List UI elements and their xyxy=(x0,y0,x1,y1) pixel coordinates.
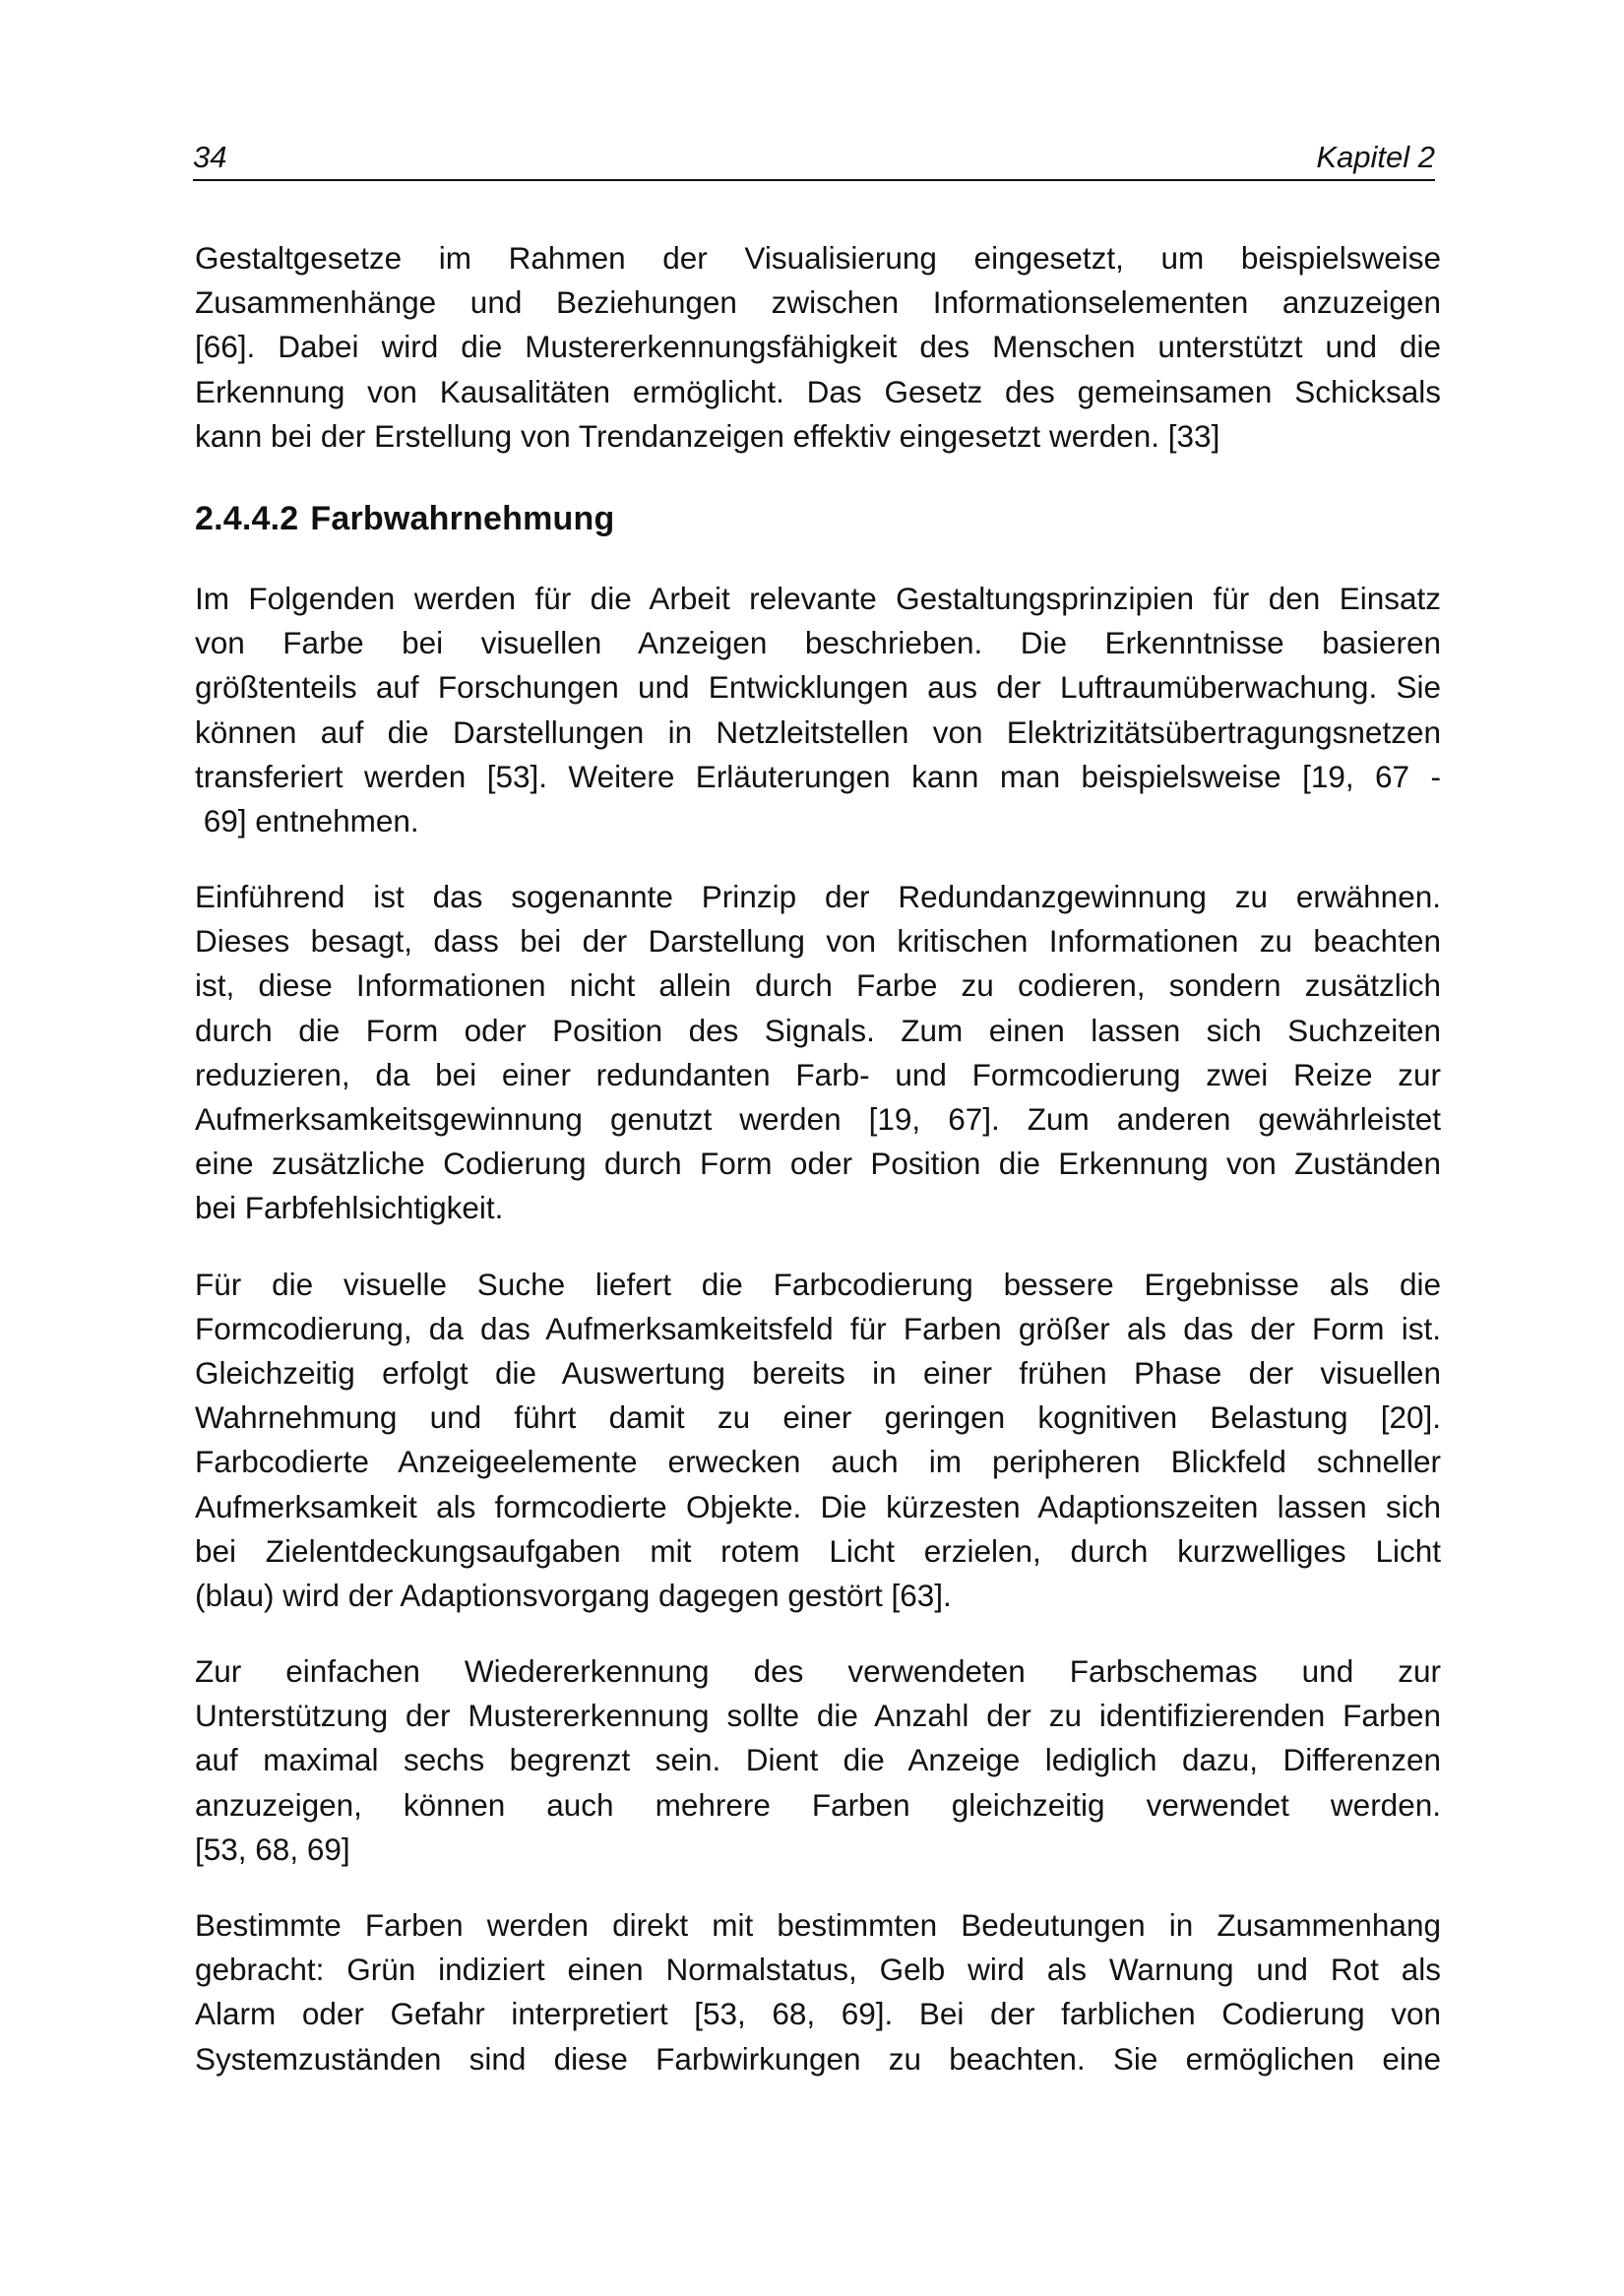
text-line: Erkennung von Kausalitäten ermöglicht. Das Gesetz des gemeinsamen Schicksals xyxy=(195,373,1441,409)
page-header xyxy=(193,138,1435,181)
text-line: Einführend ist das sogenannte Prinzip der Redundanzgewinnung zu erwähnen. xyxy=(195,879,1441,915)
intro-paragraph xyxy=(195,236,1441,459)
text-line: größtenteils auf Forschungen und Entwicklungen aus der Luftraumüberwachung. Sie xyxy=(195,669,1441,706)
section-heading xyxy=(195,496,1441,541)
text-line: Formcodierung, da das Aufmerksamkeitsfeld für Farben größer als das der Form ist. xyxy=(195,1310,1441,1346)
paragraph xyxy=(195,1649,1441,1872)
text-line: Alarm oder Gefahr interpretiert [53, 68, 69]. Bei der farblichen Codierung von xyxy=(195,1996,1441,2032)
text-line: [66]. Dabei wird die Mustererkennungsfähigkeit des Menschen unterstützt und die xyxy=(195,329,1441,365)
text-line: können auf die Darstellungen in Netzleitstellen von Elektrizitätsübertragungsnetzen xyxy=(195,714,1441,750)
paragraph xyxy=(195,875,1441,1231)
text-line: Bestimmte Farben werden direkt mit bestimmten Bedeutungen in Zusammenhang xyxy=(195,1907,1441,1943)
paragraph xyxy=(195,1903,1441,2081)
text-line: Zusammenhänge und Beziehungen zwischen Informationselementen anzuzeigen xyxy=(195,284,1441,321)
text-line: [53, 68, 69] xyxy=(195,1831,350,1867)
text-line: von Farbe bei visuellen Anzeigen beschrieben. Die Erkenntnisse basieren xyxy=(195,625,1441,661)
text-line: Gestaltgesetze im Rahmen der Visualisierung eingesetzt, um beispielsweise xyxy=(195,240,1441,276)
text-line: durch die Form oder Position des Signals. Zum einen lassen sich Suchzeiten xyxy=(195,1012,1441,1048)
text-line: (blau) wird der Adaptionsvorgang dagegen gestört [63]. xyxy=(195,1577,952,1613)
text-line: Gleichzeitig erfolgt die Auswertung bereits in einer frühen Phase der visuellen xyxy=(195,1354,1441,1391)
text-line: auf maximal sechs begrenzt sein. Dient die Anzeige lediglich dazu, Differenzen xyxy=(195,1742,1441,1778)
text-line: 69] entnehmen. xyxy=(195,802,419,838)
text-line: Systemzuständen sind diese Farbwirkungen zu beachten. Sie ermöglichen eine xyxy=(195,2040,1441,2077)
text-line: Unterstützung der Mustererkennung sollte die Anzahl der zu identifizierenden Farben xyxy=(195,1698,1441,1734)
text-line: eine zusätzliche Codierung durch Form oder Position die Erkennung von Zuständen xyxy=(195,1146,1441,1182)
text-line: Wahrnehmung und führt damit zu einer geringen kognitiven Belastung [20]. xyxy=(195,1399,1441,1436)
text-line: Im Folgenden werden für die Arbeit relevante Gestaltungsprinzipien für den Einsatz xyxy=(195,580,1441,616)
text-line: Dieses besagt, dass bei der Darstellung von kritischen Informationen zu beachten xyxy=(195,923,1441,960)
text-line: Für die visuelle Suche liefert die Farbcodierung bessere Ergebnisse als die xyxy=(195,1266,1441,1302)
paragraph xyxy=(195,1263,1441,1619)
text-line: gebracht: Grün indiziert einen Normalstatus, Gelb wird als Warnung und Rot als xyxy=(195,1952,1441,1988)
text-line: ist, diese Informationen nicht allein durch Farbe zu codieren, sondern zusätzlich xyxy=(195,967,1441,1004)
running-chapter-title: Kapitel 2 xyxy=(1316,140,1435,174)
text-line: Aufmerksamkeitsgewinnung genutzt werden [19, 67]. Zum anderen gewährleistet xyxy=(195,1101,1441,1137)
text-line: Farbcodierte Anzeigeelemente erwecken auch im peripheren Blickfeld schneller xyxy=(195,1444,1441,1480)
text-line: kann bei der Erstellung von Trendanzeigen effektiv eingesetzt werden. [33] xyxy=(195,417,1220,454)
text-line: bei Farbfehlsichtigkeit. xyxy=(195,1190,504,1226)
text-line: reduzieren, da bei einer redundanten Farb- und Formcodierung zwei Reize zur xyxy=(195,1056,1441,1092)
text-line: Zur einfachen Wiedererkennung des verwendeten Farbschemas und zur xyxy=(195,1653,1441,1690)
text-line: Aufmerksamkeit als formcodierte Objekte. Die kürzesten Adaptionszeiten lassen sich xyxy=(195,1488,1441,1524)
page-body xyxy=(195,236,1441,2113)
text-line: bei Zielentdeckungsaufgaben mit rotem Licht erzielen, durch kurzwelliges Licht xyxy=(195,1532,1441,1569)
section-title: Farbwahrnehmung xyxy=(310,499,615,537)
page-number: 34 xyxy=(193,140,227,174)
section-number: 2.4.4.2 xyxy=(195,499,299,537)
text-line: transferiert werden [53]. Weitere Erläuterungen kann man beispielsweise [19, 67 - xyxy=(195,758,1441,794)
text-line: anzuzeigen, können auch mehrere Farben gleichzeitig verwendet werden. xyxy=(195,1786,1441,1823)
paragraph xyxy=(195,577,1441,843)
